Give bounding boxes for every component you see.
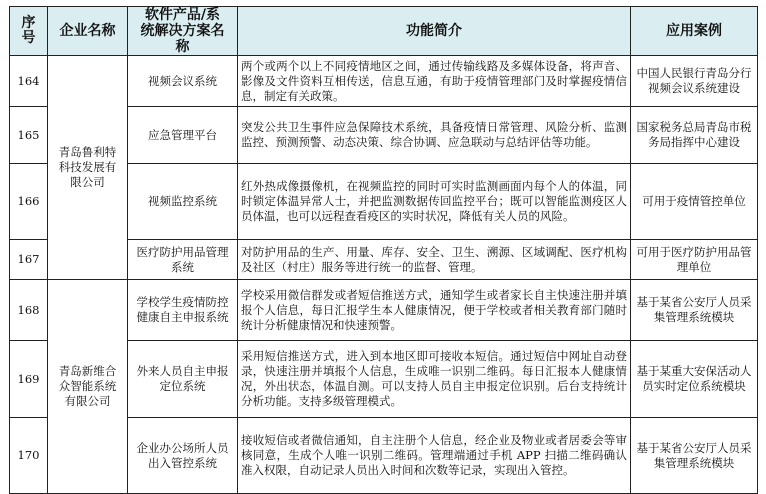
row-function: 对防护用品的生产、用量、库存、安全、卫生、溯源、区域调配、医疗机构及社区（村庄）服务等进行统一的监督、管理。	[238, 240, 631, 280]
row-product: 学校学生疫情防控健康自主申报系统	[128, 280, 238, 341]
row-case: 可用于疫情管控单位	[631, 164, 758, 240]
header-seq: 序号	[10, 7, 48, 56]
row-seq: 167	[10, 240, 48, 280]
row-case: 基于某省公安厅人员采集管理系统模块	[631, 280, 758, 341]
header-product: 软件产品/系统解决方案名称	[128, 7, 238, 56]
row-case: 国家税务总局青岛市税务局指挥中心建设	[631, 107, 758, 164]
row-seq: 168	[10, 280, 48, 341]
row-seq: 169	[10, 341, 48, 418]
row-product: 企业办公场所人员出入管控系统	[128, 418, 238, 494]
table-header-row	[10, 7, 758, 56]
row-seq: 170	[10, 418, 48, 494]
row-case: 可用于医疗防护用品管理单位	[631, 240, 758, 280]
row-product: 医疗防护用品管理系统	[128, 240, 238, 280]
row-product: 视频监控系统	[128, 164, 238, 240]
row-function: 两个或两个以上不同疫情地区之间，通过传输线路及多媒体设备，将声音、影像及文件资料互相传送，信息互通，有助于疫情管理部门及时掌握疫情信息，制定有关政策。	[238, 56, 631, 107]
enterprise-product-table	[9, 6, 758, 494]
row-function: 采用短信推送方式，进入到本地区即可接收本短信。通过短信中网址自动登录，快速注册并填报个人信息，生成唯一识别二维码。每日汇报本人健康情况，外出状态，体温自测。可以支持人员自主申报定位识别。后台支持统计分析功能。支持多级管理模式。	[238, 341, 631, 418]
table-row	[10, 56, 758, 107]
row-product: 外来人员自主申报定位系统	[128, 341, 238, 418]
row-seq: 164	[10, 56, 48, 107]
header-case: 应用案例	[631, 7, 758, 56]
company-name: 青岛鲁利特科技发展有限公司	[48, 56, 128, 280]
header-function: 功能简介	[238, 7, 631, 56]
row-case: 中国人民银行青岛分行视频会议系统建设	[631, 56, 758, 107]
row-function: 突发公共卫生事件应急保障技术系统，具备疫情日常管理、风险分析、监测监控、预测预警、动态决策、综合协调、应急联动与总结评估等功能。	[238, 107, 631, 164]
row-case: 基于某省公安厅人员采集管理系统模块	[631, 418, 758, 494]
row-product: 应急管理平台	[128, 107, 238, 164]
row-function: 接收短信或者微信通知，自主注册个人信息，经企业及物业或者居委会等审核同意，生成个人唯一识别二维码。管理端通过手机 APP 扫描二维码确认准入权限，自动记录人员出入时间和次数等记录，实现出入管控。	[238, 418, 631, 494]
row-seq: 166	[10, 164, 48, 240]
row-product: 视频会议系统	[128, 56, 238, 107]
row-case: 基于某重大安保活动人员实时定位系统模块	[631, 341, 758, 418]
table-row	[10, 280, 758, 341]
company-name: 青岛新维合众智能系统有限公司	[48, 280, 128, 494]
row-function: 红外热成像摄像机，在视频监控的同时可实时监测画面内每个人的体温，同时锁定体温异常人士，并把监测数据传回监控平台；既可以智能监测疫区人员体温，也可以远程查看疫区的实时状况，降低有关人员的风险。	[238, 164, 631, 240]
header-company: 企业名称	[48, 7, 128, 56]
row-function: 学校采用微信群发或者短信推送方式，通知学生或者家长自主快速注册并填报个人信息，每日汇报学生本人健康情况，便于学校或者相关教育部门随时统计分析健康情况和快速预警。	[238, 280, 631, 341]
row-seq: 165	[10, 107, 48, 164]
